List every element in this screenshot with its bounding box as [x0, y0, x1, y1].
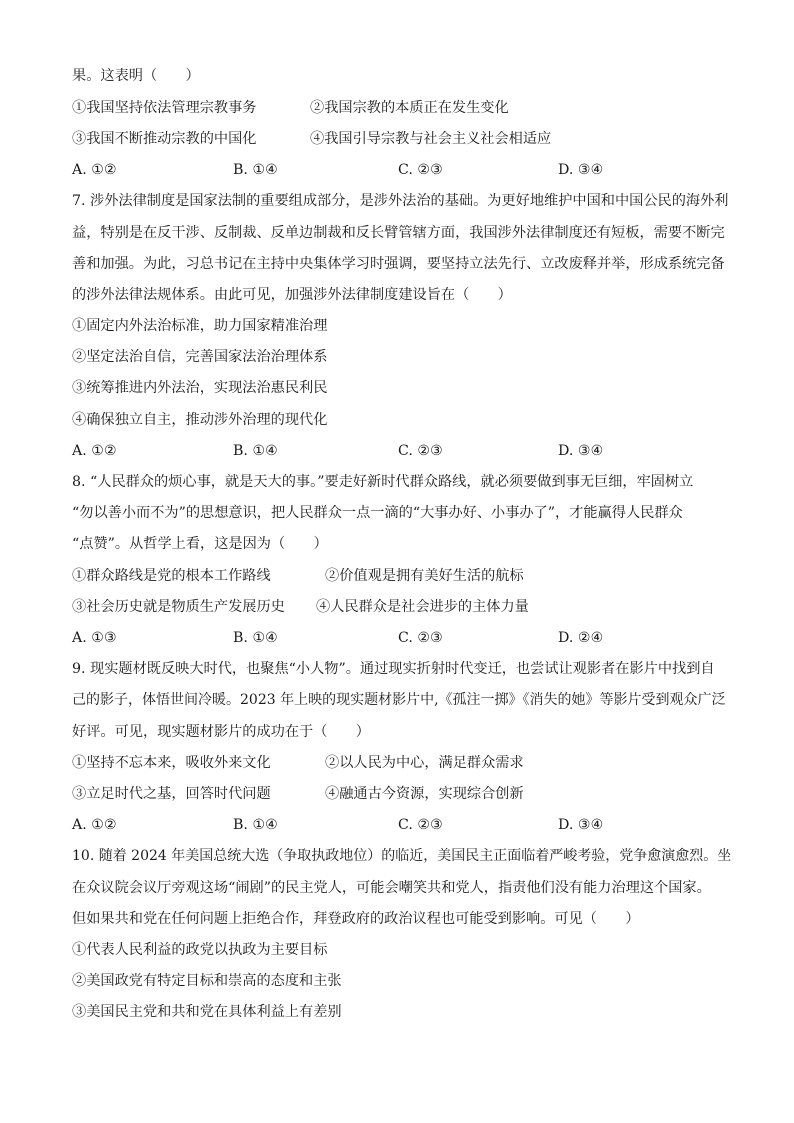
- q6-answer-options: [72, 160, 732, 180]
- q9-stem-line-2: 己的影子，体悟世间冷暖。2023 年上映的现实题材影片中,《孤注一掷》《消失的她》等影片受到观众广泛: [72, 692, 726, 708]
- q8-option-a[interactable]: A. ①③: [72, 630, 117, 646]
- q8-answer-options: [72, 628, 732, 648]
- q7-stem-line-3: 善和加强。为此，习总书记在主持中央集体学习时强调，要坚持立法先行、立改废释并举，形成系统完备: [72, 256, 725, 272]
- q10-statement-1: ①代表人民利益的政党以执政为主要目标: [72, 942, 328, 958]
- q7-statement-1: ①固定内外法治标准，助力国家精准治理: [72, 318, 328, 334]
- q9-statement-3: ③立足时代之基，回答时代问题: [72, 786, 271, 802]
- q9-statement-4: ④融通古今资源，实现综合创新: [325, 786, 524, 802]
- q6-statements-row-2: [72, 129, 732, 149]
- q6-statement-4: ④我国引导宗教与社会主义社会相适应: [310, 131, 552, 147]
- q8-statement-3: ③社会历史就是物质生产发展历史: [72, 599, 285, 615]
- q10-statement-2: ②美国政党有特定目标和崇高的态度和主张: [72, 973, 342, 989]
- q8-option-d[interactable]: D. ②④: [558, 630, 604, 646]
- q10-stem-line-2: 在众议院会议厅旁观这场“闹剧”的民主党人，可能会嘲笑共和党人，指责他们没有能力治理这个国家。: [72, 880, 711, 896]
- q9-stem-line-3: 好评。可见，现实题材影片的成功在于（ ）: [72, 724, 370, 740]
- q7-statement-2: ②坚定法治自信，完善国家法治治理体系: [72, 349, 328, 365]
- q7-option-b[interactable]: B. ①④: [233, 443, 278, 459]
- q10-statement-3: ③美国民主党和共和党在具体利益上有差别: [72, 1004, 342, 1020]
- q7-statement-3: ③统筹推进内外法治，实现法治惠民利民: [72, 380, 328, 396]
- q9-statement-1: ①坚持不忘本来，吸收外来文化: [72, 755, 271, 771]
- q7-stem-line-2: 益，特别是在反干涉、反制裁、反单边制裁和反长臂管辖方面，我国涉外法律制度还有短板，需要不断完: [72, 225, 725, 241]
- q6-option-d[interactable]: D. ③④: [558, 162, 604, 178]
- q9-statements-row-1: [72, 753, 732, 773]
- q7-stem-line-4: 的涉外法律法规体系。由此可见，加强涉外法律制度建设旨在（ ）: [72, 287, 512, 303]
- q8-stem-line-1: 8. “人民群众的烦心事，就是天大的事。”要走好新时代群众路线，就必须要做到事无巨细，牢固树立: [72, 474, 694, 490]
- q8-stem-line-3: “点赞”。从哲学上看，这是因为（ ）: [72, 536, 328, 552]
- q8-option-c[interactable]: C. ②③: [398, 630, 443, 646]
- q6-option-c[interactable]: C. ②③: [398, 162, 443, 178]
- q9-statements-row-2: [72, 784, 732, 804]
- q6-statement-1: ①我国坚持依法管理宗教事务: [72, 100, 257, 116]
- q7-option-d[interactable]: D. ③④: [558, 443, 604, 459]
- q10-stem-line-1: 10. 随着 2024 年美国总统大选（争取执政地位）的临近，美国民主正面临着严峻考验，党争愈演愈烈。坐: [72, 848, 732, 864]
- q7-answer-options: [72, 441, 732, 461]
- q6-statement-3: ③我国不断推动宗教的中国化: [72, 131, 257, 147]
- q8-option-b[interactable]: B. ①④: [233, 630, 278, 646]
- q8-statements-row-2: [72, 597, 732, 617]
- q6-statement-2: ②我国宗教的本质正在发生变化: [310, 100, 509, 116]
- q9-option-b[interactable]: B. ①④: [233, 817, 278, 833]
- q6-statements-row-1: [72, 98, 732, 118]
- q6-stem-end: 果。这表明（ ）: [72, 68, 200, 84]
- q10-stem-line-3: 但如果共和党在任何问题上拒绝合作，拜登政府的政治议程也可能受到影响。可见（ ）: [72, 911, 640, 927]
- q9-option-c[interactable]: C. ②③: [398, 817, 443, 833]
- q7-stem-line-1: 7. 涉外法律制度是国家法制的重要组成部分，是涉外法治的基础。为更好地维护中国和中国公民的海外利: [72, 193, 729, 209]
- q8-statement-2: ②价值观是拥有美好生活的航标: [325, 568, 524, 584]
- q8-statements-row-1: [72, 566, 732, 586]
- q9-statement-2: ②以人民为中心，满足群众需求: [325, 755, 524, 771]
- q9-option-d[interactable]: D. ③④: [558, 817, 604, 833]
- q9-answer-options: [72, 815, 732, 835]
- q8-statement-1: ①群众路线是党的根本工作路线: [72, 568, 271, 584]
- q6-option-b[interactable]: B. ①④: [233, 162, 278, 178]
- q7-option-a[interactable]: A. ①②: [72, 443, 117, 459]
- q9-stem-line-1: 9. 现实题材既反映大时代，也聚焦“小人物”。通过现实折射时代变迁，也尝试让观影者在影片中找到自: [72, 661, 715, 677]
- q7-option-c[interactable]: C. ②③: [398, 443, 443, 459]
- q8-statement-4: ④人民群众是社会进步的主体力量: [316, 599, 529, 615]
- q6-option-a[interactable]: A. ①②: [72, 162, 117, 178]
- q8-stem-line-2: “勿以善小而不为”的思想意识，把人民群众一点一滴的“大事办好、小事办了”，才能赢得人民群众: [72, 505, 683, 521]
- q7-statement-4: ④确保独立自主，推动涉外治理的现代化: [72, 412, 328, 428]
- q9-option-a[interactable]: A. ①②: [72, 817, 117, 833]
